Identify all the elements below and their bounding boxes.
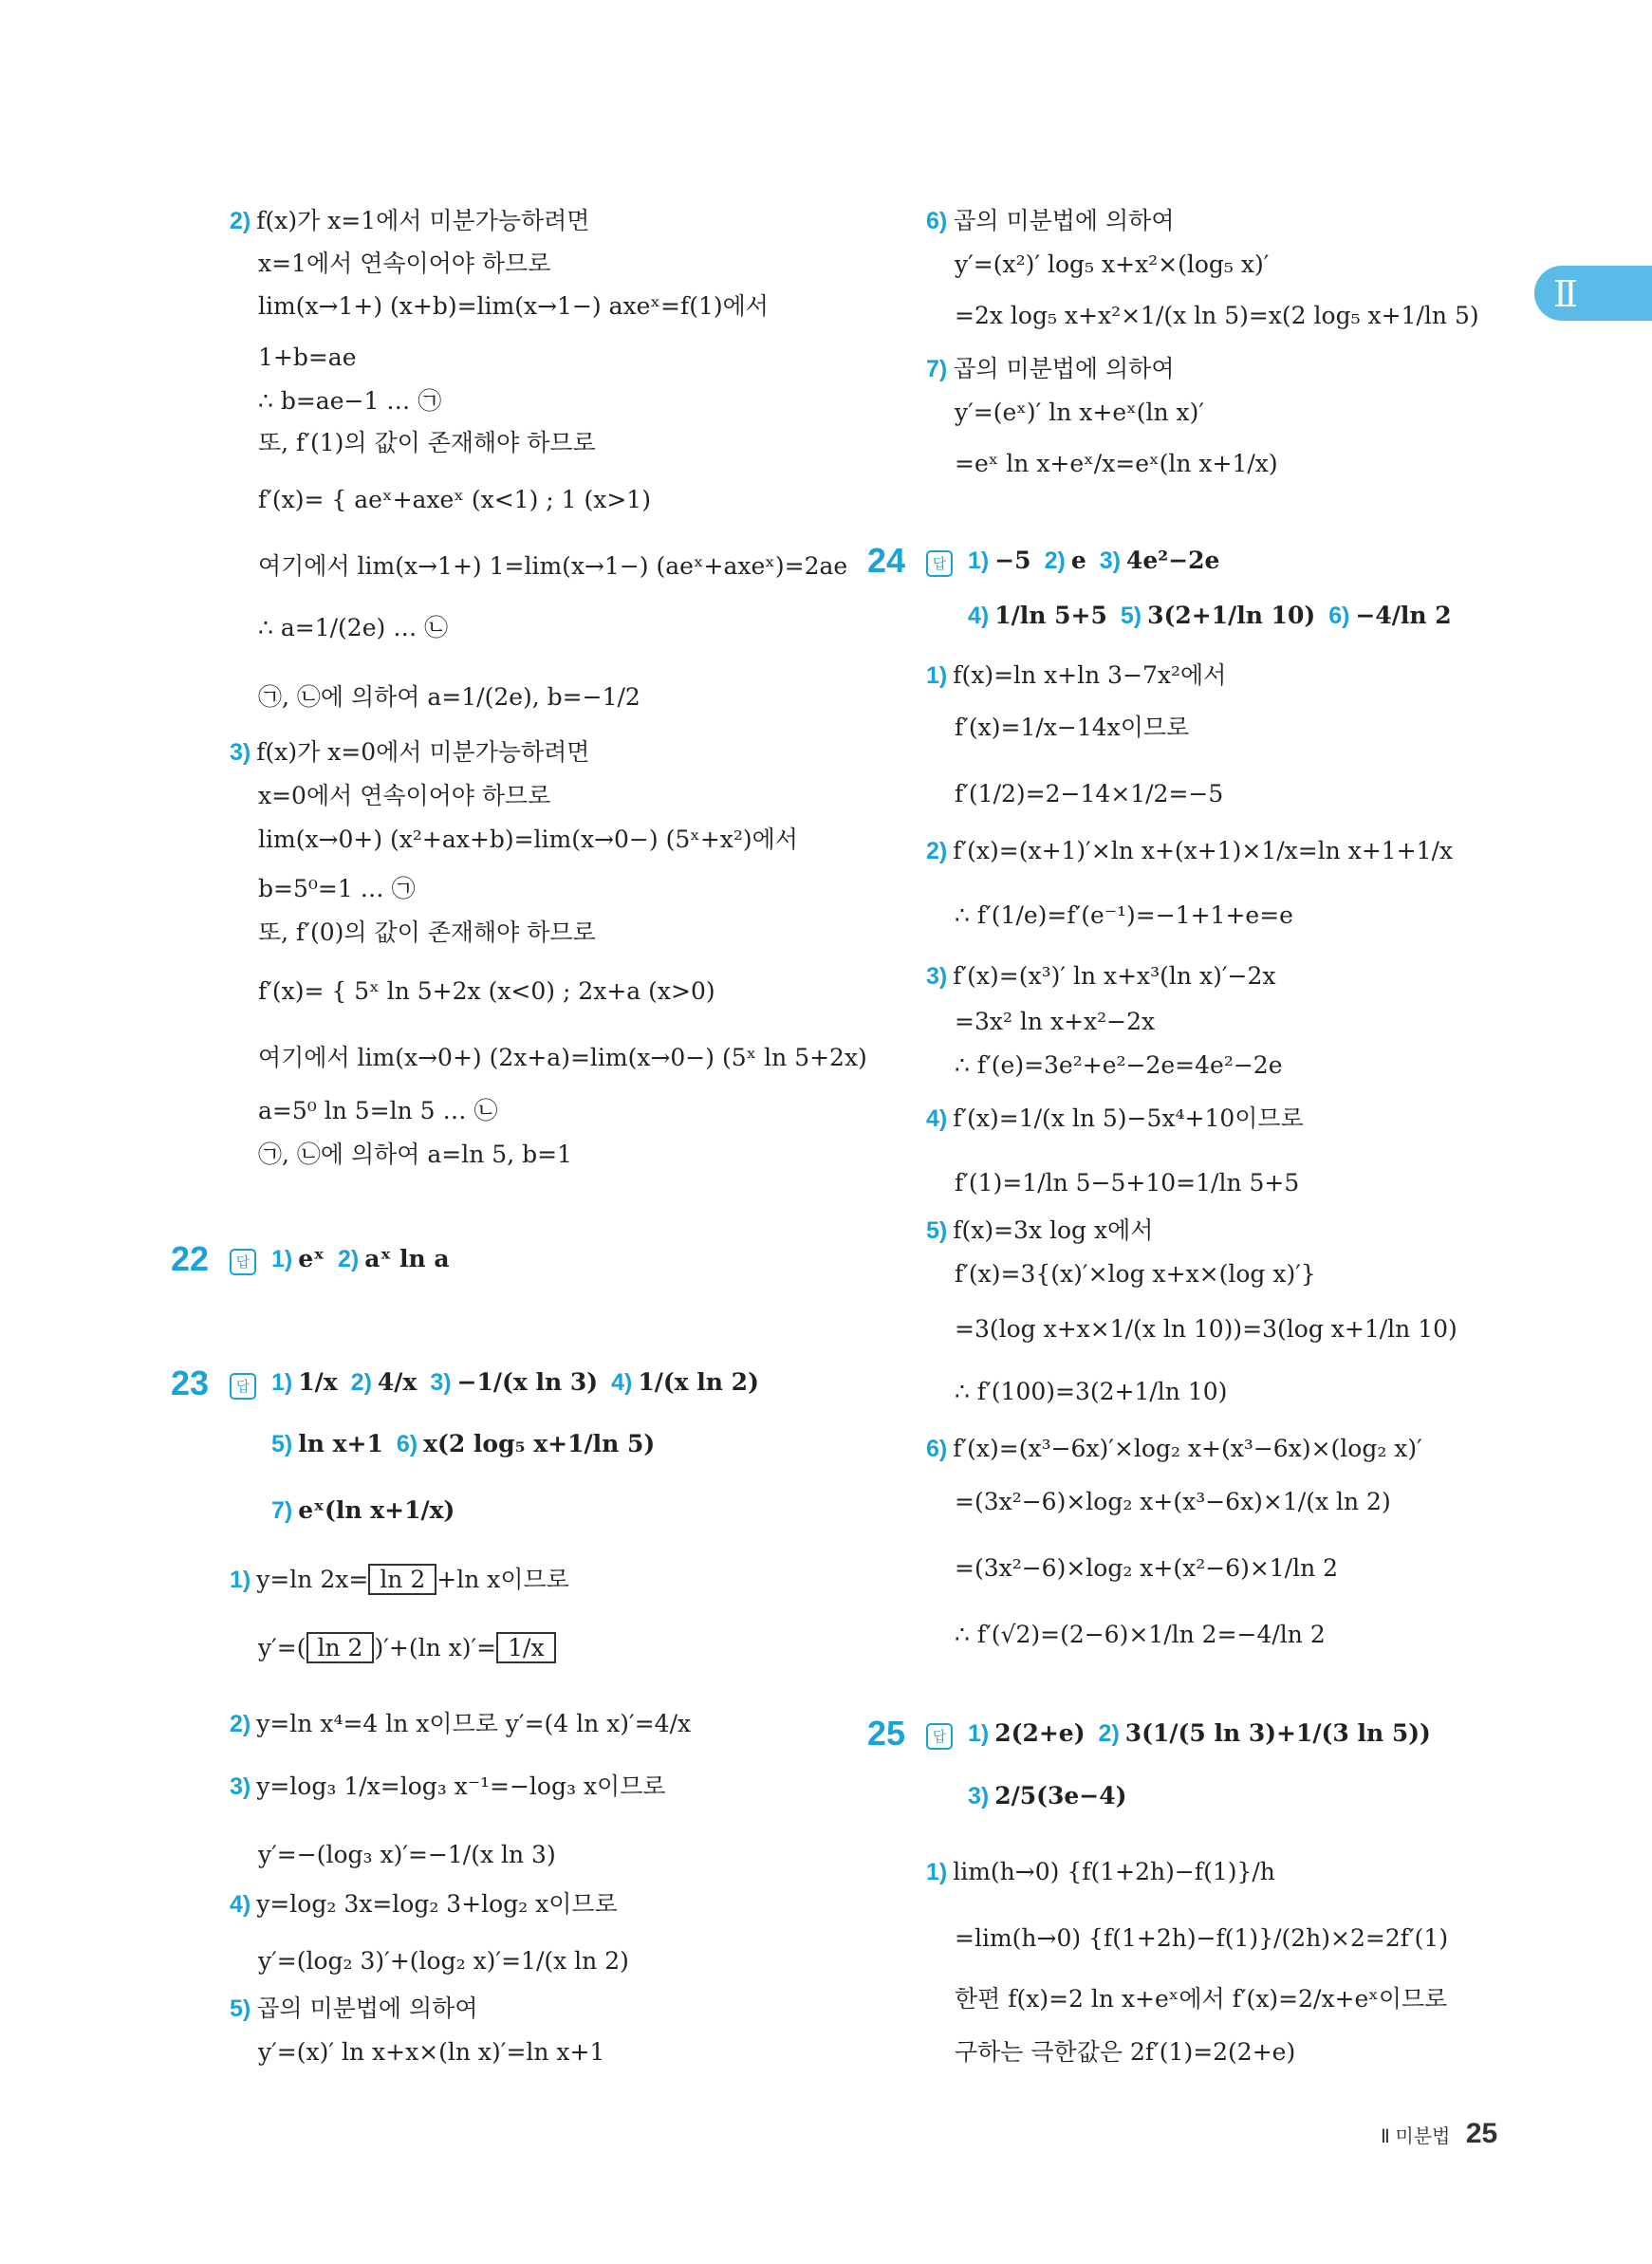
right-line <box>926 205 1174 237</box>
problem-25-number: 25 <box>867 1714 906 1753</box>
problem-23-answer-tag: 답 <box>230 1373 256 1400</box>
answer-box: ln 2 <box>368 1564 436 1595</box>
problem-23-line-number: 2) <box>230 1711 251 1737</box>
problem-24-answers-value: 3(2+1/ln 10) <box>1147 602 1316 629</box>
problem-25-line <box>955 2036 1295 2069</box>
left-line <box>258 427 596 459</box>
problem-23-answers-number: 7) <box>271 1497 293 1524</box>
problem-24-answers-number: 1) <box>968 547 990 574</box>
problem-24-line-number: 4) <box>926 1105 948 1132</box>
left-line <box>258 1139 572 1171</box>
problem-24-line <box>955 1049 1282 1082</box>
problem-23-answers-value: ln x+1 <box>298 1430 383 1457</box>
left-line <box>230 736 589 769</box>
problem-23-step-1-derivative <box>258 1632 556 1664</box>
left-line-text: 또, f′(1)의 값이 존재해야 하므로 <box>258 429 596 456</box>
problem-24-answers-number: 2) <box>1044 547 1066 574</box>
problem-23-answers-value: 1/(x ln 2) <box>638 1368 759 1396</box>
problem-24-line <box>955 900 1293 932</box>
problem-23-line <box>230 1708 691 1740</box>
problem-23-line-text: y=log₂ 3x=log₂ 3+log₂ x이므로 <box>256 1890 618 1918</box>
problem-24-answers-value: 1/ln 5+5 <box>994 602 1107 629</box>
problem-25-line-text: lim(h→0) {f(1+2h)−f(1)}/h <box>953 1858 1275 1885</box>
problem-24-line <box>926 1215 1153 1247</box>
problem-24-answers-value: −5 <box>994 547 1031 574</box>
problem-23-line <box>258 1839 556 1871</box>
chapter-tab-label: Ⅱ <box>1553 273 1578 315</box>
problem-24-line <box>926 835 1453 867</box>
problem-25-line-text: 구하는 극한값은 2f′(1)=2(2+e) <box>955 2038 1296 2066</box>
problem-23-answers <box>271 1428 655 1460</box>
answer-box: ln 2 <box>306 1632 375 1663</box>
page-number: 25 <box>1465 2118 1498 2149</box>
problem-25-line-text: =lim(h→0) {f(1+2h)−f(1)}/(2h)×2=2f′(1) <box>955 1924 1449 1952</box>
problem-24-line-text: ∴ f′(1/e)=f′(e⁻¹)=−1+1+e=e <box>955 901 1293 929</box>
problem-23-line-text: y′=(x)′ ln x+x×(ln x)′=ln x+1 <box>258 2038 605 2066</box>
left-line-text: lim(x→1+) (x+b)=lim(x→1−) axeˣ=f(1)에서 <box>258 292 769 320</box>
problem-24-line-text: ∴ f′(100)=3(2+1/ln 10) <box>955 1378 1228 1405</box>
problem-23-number: 23 <box>171 1364 210 1402</box>
left-line <box>258 342 357 374</box>
problem-24-line-number: 3) <box>926 963 948 990</box>
problem-23-answers-value: x(2 log₅ x+1/ln 5) <box>423 1430 656 1457</box>
left-line-text: ∴ b=ae−1 … ㉠ <box>258 387 442 415</box>
problem-23-answers-value: 1/x <box>298 1368 338 1396</box>
problem-23-line-number: 3) <box>230 1773 251 1800</box>
problem-24-line <box>926 659 1226 692</box>
problem-24-line <box>955 1619 1326 1651</box>
right-line-text: y′=(x²)′ log₅ x+x²×(log₅ x)′ <box>955 251 1270 278</box>
problem-24-answers-number: 4) <box>968 603 990 629</box>
left-line-text: lim(x→0+) (x²+ax+b)=lim(x→0−) (5ˣ+x²)에서 <box>258 826 798 853</box>
problem-24-answers <box>968 600 1452 632</box>
right-line <box>955 300 1479 332</box>
problem-24-line-number: 6) <box>926 1436 948 1462</box>
page-footer <box>1381 2118 1497 2150</box>
problem-22-answers-number: 1) <box>271 1246 293 1272</box>
left-line <box>258 484 651 516</box>
problem-24-line-text: f(x)=3x log x에서 <box>953 1216 1154 1244</box>
problem-23-line <box>230 1993 477 2025</box>
problem-24-answers-number: 3) <box>1099 547 1121 574</box>
left-line <box>258 681 640 714</box>
right-line-text: y′=(eˣ)′ ln x+eˣ(ln x)′ <box>955 399 1205 426</box>
left-line <box>258 824 798 856</box>
left-line <box>258 550 847 583</box>
step-text: y′=( <box>258 1634 306 1661</box>
problem-24-line-text: =3(log x+x×1/(x ln 10))=3(log x+1/ln 10) <box>955 1315 1457 1343</box>
left-line-number: 2) <box>230 208 251 234</box>
problem-23-line-number: 5) <box>230 1995 251 2022</box>
problem-25-answer-tag: 답 <box>926 1723 953 1750</box>
problem-24-line <box>955 1006 1155 1038</box>
problem-23-answers-number: 6) <box>396 1431 418 1457</box>
problem-25-answers-value: 2/5(3e−4) <box>994 1782 1127 1809</box>
left-line-text: ㉠, ㉡에 의하여 a=ln 5, b=1 <box>258 1141 572 1168</box>
right-line-text: =eˣ ln x+eˣ/x=eˣ(ln x+1/x) <box>955 450 1278 477</box>
right-line-text: =2x log₅ x+x²×1/(x ln 5)=x(2 log₅ x+1/ln 5) <box>955 302 1479 329</box>
problem-25-answers <box>968 1780 1126 1812</box>
left-line <box>258 290 769 323</box>
problem-24-line-text: =(3x²−6)×log₂ x+(x²−6)×1/ln 2 <box>955 1554 1339 1582</box>
left-line <box>258 1042 867 1074</box>
problem-24-line-number: 1) <box>926 662 948 689</box>
problem-24-answers-number: 5) <box>1120 603 1142 629</box>
problem-23-line <box>230 1771 666 1803</box>
problem-23-line <box>258 2036 604 2069</box>
problem-23-answers-number: 3) <box>430 1369 452 1396</box>
left-line <box>258 1095 497 1127</box>
problem-25-answers-value: 2(2+e) <box>994 1719 1086 1747</box>
problem-24-line-text: f′(1/2)=2−14×1/2=−5 <box>955 780 1224 807</box>
problem-24-answers-number: 6) <box>1328 603 1350 629</box>
problem-25-answers-number: 3) <box>968 1783 990 1809</box>
problem-23-line-text: y′=(log₂ 3)′+(log₂ x)′=1/(x ln 2) <box>258 1947 629 1975</box>
problem-24-answers-value: −4/ln 2 <box>1355 602 1452 629</box>
problem-23-line-text: 곱의 미분법에 의하여 <box>256 1995 478 2022</box>
problem-24-line-text: f′(1)=1/ln 5−5+10=1/ln 5+5 <box>955 1169 1300 1197</box>
answer-box: 1/x <box>496 1632 555 1663</box>
problem-25-answers-number: 1) <box>968 1720 990 1747</box>
left-line-text: f(x)가 x=1에서 미분가능하려면 <box>256 207 590 234</box>
left-line-text: 여기에서 lim(x→0+) (2x+a)=lim(x→0−) (5ˣ ln 5+2x) <box>258 1044 867 1071</box>
problem-23-line <box>258 1945 629 1977</box>
left-line <box>258 385 441 418</box>
problem-23-answers-number: 4) <box>611 1369 633 1396</box>
problem-24-line-text: f′(x)=3{(x)′×log x+x×(log x)′} <box>955 1260 1316 1288</box>
problem-24-line <box>926 1433 1422 1465</box>
problem-22-number: 22 <box>171 1239 210 1278</box>
problem-25-line <box>926 1856 1275 1888</box>
problem-23-line-text: y=ln x⁴=4 ln x이므로 y′=(4 ln x)′=4/x <box>256 1710 692 1737</box>
right-line-number: 6) <box>926 208 948 234</box>
right-line-text: 곱의 미분법에 의하여 <box>953 207 1175 234</box>
problem-23-answers-value: eˣ(ln x+1/x) <box>298 1496 455 1524</box>
problem-24-line <box>955 1376 1227 1408</box>
problem-23-answers-number: 2) <box>350 1369 372 1396</box>
left-line-text: x=0에서 연속이어야 하므로 <box>258 782 551 809</box>
problem-24-line-number: 2) <box>926 838 948 864</box>
right-line <box>926 353 1174 385</box>
right-line <box>955 397 1204 429</box>
chapter-tab <box>1534 266 1652 321</box>
left-line-text: a=5⁰ ln 5=ln 5 … ㉡ <box>258 1097 498 1124</box>
right-line <box>955 249 1269 281</box>
problem-23-line-text: y=log₃ 1/x=log₃ x⁻¹=−log₃ x이므로 <box>256 1772 666 1800</box>
problem-25-answers <box>968 1717 1431 1750</box>
problem-25-line <box>955 1983 1447 2015</box>
problem-23-answers-value: −1/(x ln 3) <box>456 1368 599 1396</box>
right-line <box>955 448 1278 480</box>
problem-24-line-text: f′(x)=(x³)′ ln x+x³(ln x)′−2x <box>953 962 1276 990</box>
step-text: )′+(ln x)′= <box>374 1634 497 1661</box>
problem-24-line-text: ∴ f′(√2)=(2−6)×1/ln 2=−4/ln 2 <box>955 1621 1326 1648</box>
problem-24-line <box>955 1258 1316 1290</box>
problem-24-line-text: f′(x)=(x+1)′×ln x+(x+1)×1/x=ln x+1+1/x <box>953 837 1454 864</box>
problem-24-answers <box>968 545 1219 577</box>
step-number: 1) <box>230 1567 251 1593</box>
problem-24-line-number: 5) <box>926 1217 948 1244</box>
left-line-text: ㉠, ㉡에 의하여 a=1/(2e), b=−1/2 <box>258 683 640 711</box>
problem-23-step-1 <box>230 1564 569 1596</box>
problem-24-line <box>926 1103 1304 1135</box>
left-line <box>258 975 715 1008</box>
left-line-text: 여기에서 lim(x→1+) 1=lim(x→1−) (aeˣ+axeˣ)=2ae <box>258 552 848 580</box>
footer-section: Ⅱ 미분법 <box>1381 2126 1451 2147</box>
problem-23-answers <box>271 1494 455 1527</box>
left-line-text: 1+b=ae <box>258 343 357 371</box>
problem-24-line <box>926 960 1275 993</box>
problem-24-answers-value: 4e²−2e <box>1125 547 1220 574</box>
left-line-text: ∴ a=1/(2e) … ㉡ <box>258 614 449 641</box>
left-line-number: 3) <box>230 739 251 766</box>
left-line-text: x=1에서 연속이어야 하므로 <box>258 250 551 277</box>
left-line <box>258 612 448 644</box>
problem-24-answer-tag: 답 <box>926 550 953 577</box>
problem-24-line-text: f′(x)=1/(x ln 5)−5x⁴+10이므로 <box>953 1104 1304 1132</box>
left-line-text: f′(x)= { aeˣ+axeˣ (x<1) ; 1 (x>1) <box>258 486 651 513</box>
problem-23-answers-number: 5) <box>271 1431 293 1457</box>
problem-24-line <box>955 778 1223 810</box>
problem-24-line-text: f(x)=ln x+ln 3−7x²에서 <box>953 661 1227 689</box>
left-line-text: b=5⁰=1 … ㉠ <box>258 875 416 902</box>
problem-23-answers-number: 1) <box>271 1369 293 1396</box>
problem-24-line <box>955 1486 1391 1518</box>
problem-24-line-text: ∴ f′(e)=3e²+e²−2e=4e²−2e <box>955 1051 1283 1079</box>
problem-24-number: 24 <box>867 541 906 580</box>
problem-22-answers <box>271 1243 450 1275</box>
right-line-number: 7) <box>926 356 948 382</box>
problem-25-line-number: 1) <box>926 1859 948 1885</box>
problem-22-answers-value: eˣ <box>298 1245 325 1272</box>
problem-24-line-text: f′(x)=1/x−14x이므로 <box>955 714 1190 741</box>
problem-24-line <box>955 1552 1338 1585</box>
problem-22-answers-number: 2) <box>338 1246 360 1272</box>
left-line <box>258 780 550 812</box>
left-line-text: 또, f′(0)의 값이 존재해야 하므로 <box>258 919 596 946</box>
problem-25-answers-value: 3(1/(5 ln 3)+1/(3 ln 5)) <box>1124 1719 1431 1747</box>
problem-23-line-number: 4) <box>230 1891 251 1918</box>
step-text: +ln x이므로 <box>436 1566 569 1593</box>
problem-24-line-text: =(3x²−6)×log₂ x+(x³−6x)×1/(x ln 2) <box>955 1488 1391 1515</box>
problem-24-line <box>955 712 1189 744</box>
problem-25-answers-number: 2) <box>1098 1720 1120 1747</box>
problem-25-line-text: 한편 f(x)=2 ln x+eˣ에서 f′(x)=2/x+eˣ이므로 <box>955 1985 1448 2013</box>
problem-23-line-text: y′=−(log₃ x)′=−1/(x ln 3) <box>258 1841 556 1868</box>
problem-22-answers-value: aˣ ln a <box>364 1245 450 1272</box>
left-line <box>258 248 550 280</box>
left-line-text: f(x)가 x=0에서 미분가능하려면 <box>256 738 590 766</box>
left-line <box>258 917 596 949</box>
problem-25-line <box>955 1922 1448 1955</box>
problem-23-line <box>230 1888 618 1921</box>
problem-24-line <box>955 1313 1457 1345</box>
problem-24-answers-value: e <box>1070 547 1086 574</box>
right-line-text: 곱의 미분법에 의하여 <box>953 355 1175 382</box>
left-line <box>230 205 589 237</box>
problem-24-line-text: =3x² ln x+x²−2x <box>955 1008 1156 1035</box>
problem-24-line <box>955 1167 1299 1199</box>
left-line <box>258 873 416 905</box>
left-line-text: f′(x)= { 5ˣ ln 5+2x (x<0) ; 2x+a (x>0) <box>258 977 715 1005</box>
problem-22-answer-tag: 답 <box>230 1249 256 1275</box>
problem-23-answers-value: 4/x <box>377 1368 418 1396</box>
problem-24-line-text: f′(x)=(x³−6x)′×log₂ x+(x³−6x)×(log₂ x)′ <box>953 1435 1422 1462</box>
problem-23-answers <box>271 1366 759 1399</box>
step-text: y=ln 2x= <box>256 1566 369 1593</box>
